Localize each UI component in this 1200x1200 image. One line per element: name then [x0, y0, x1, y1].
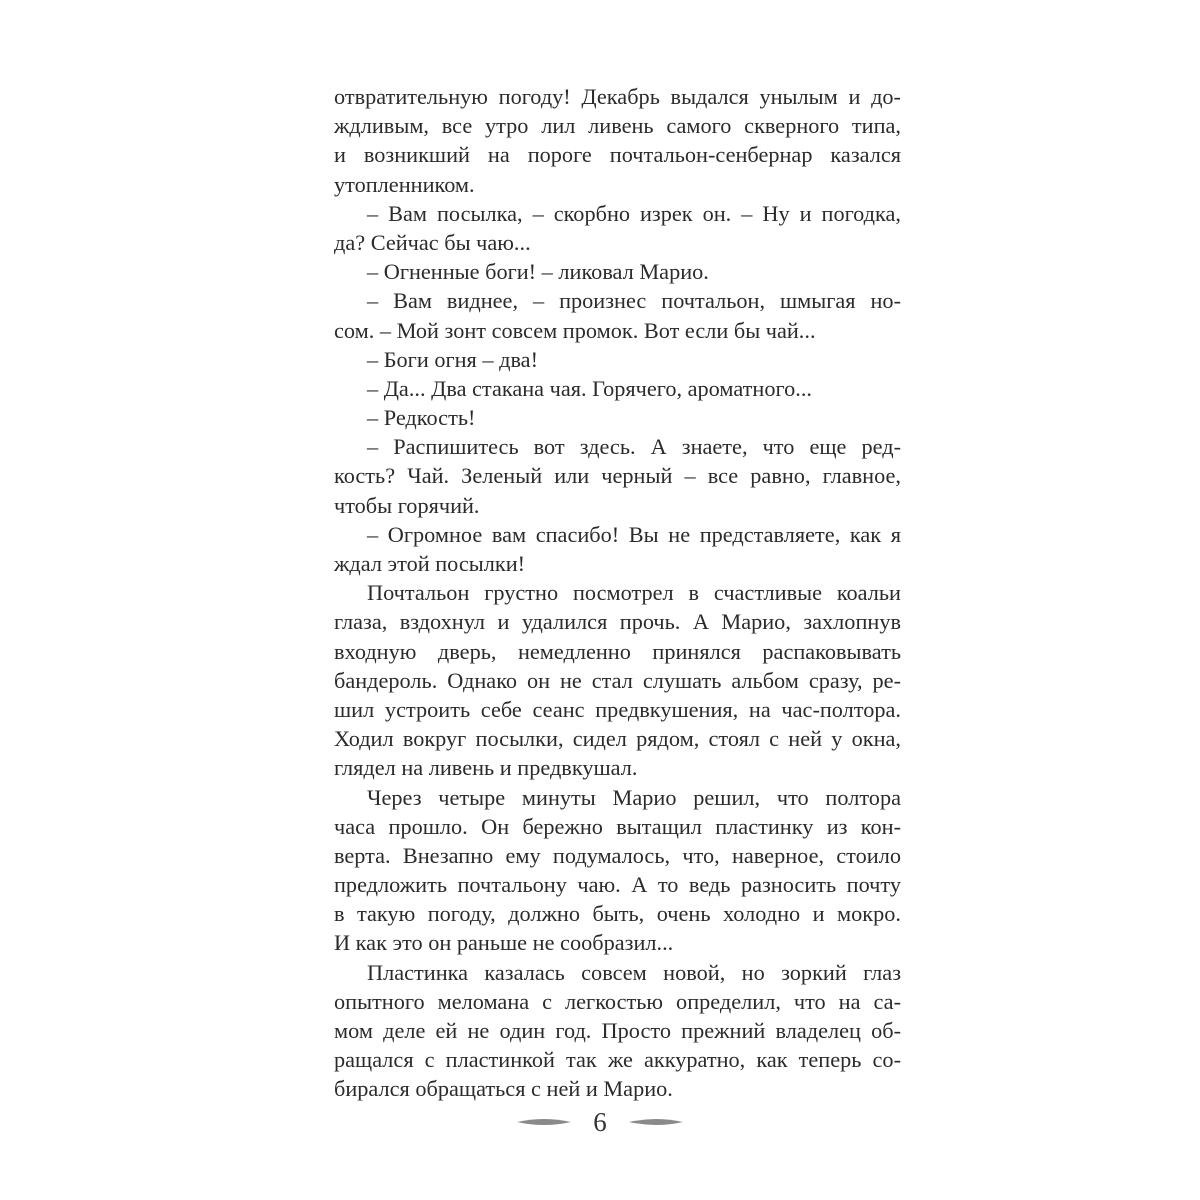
text-line: глаза, вздохнул и удалился прочь. А Марио, захлопнув [334, 609, 901, 635]
text-line: Пластинка казалась совсем новой, но зоркий глаз [367, 959, 901, 985]
text-line: верта. Внезапно ему подумалось, что, наверное, стоило [334, 842, 901, 868]
text-line: чтобы горячий. [334, 492, 480, 518]
text-line: утопленником. [334, 171, 475, 197]
text-line: бирался обращаться с ней и Марио. [334, 1076, 673, 1102]
text-line: да? Сейчас бы чаю... [334, 229, 531, 255]
text-line: и возникший на пороге почтальон-сенбернар казался [334, 142, 901, 168]
text-line: – Да... Два стакана чая. Горячего, ароматного... [367, 375, 812, 401]
text-line: мом деле ей не один год. Просто прежний владелец об- [334, 1018, 901, 1043]
text-line: – Вам посылка, – скорбно изрек он. – Ну и погодка, [367, 200, 901, 226]
text-line: – Огненные боги! – ликовал Марио. [367, 259, 709, 285]
text-line: часа прошло. Он бережно вытащил пластинку из кон- [334, 813, 901, 839]
text-line: ращался с пластинкой так же аккуратно, как теперь со- [334, 1047, 901, 1073]
text-line: предложить почтальону чаю. А то ведь разносить почту [334, 872, 901, 898]
text-line: – Редкость! [367, 405, 476, 431]
text-line: – Огромное вам спасибо! Вы не представляете, как я [367, 521, 901, 547]
text-line: отвратительную погоду! Декабрь выдался унылым и до- [334, 84, 901, 109]
text-line: глядел на ливень и предвкушал. [334, 755, 638, 781]
body-text [334, 82, 901, 1104]
page-number: 6 [593, 1107, 607, 1137]
text-line: – Распишитесь вот здесь. А знаете, что еще ред- [367, 434, 901, 460]
text-line: сом. – Мой зонт совсем промок. Вот если бы чай... [334, 317, 816, 343]
text-line: ждал этой посылки! [334, 551, 526, 576]
diamond-ornament-icon [629, 1117, 683, 1127]
page-footer [0, 1104, 1200, 1140]
text-line: кость? Чай. Зеленый или черный – все равно, главное, [334, 463, 901, 489]
text-line: И как это он раньше не сообразил... [334, 930, 674, 956]
text-line: – Вам виднее, – произнес почтальон, шмыгая но- [367, 288, 901, 314]
text-line: Через четыре минуты Марио решил, что полтора [367, 784, 901, 810]
text-line: бандероль. Однако он не стал слушать альбом сразу, ре- [334, 667, 901, 693]
text-line: в такую погоду, должно быть, очень холодно и мокро. [334, 901, 901, 927]
text-line: ждливым, все утро лил ливень самого скверного типа, [334, 113, 901, 139]
text-line: шил устроить себе сеанс предвкушения, на час-полтора. [334, 696, 901, 722]
text-line: Ходил вокруг посылки, сидел рядом, стоял с ней у окна, [334, 726, 901, 752]
text-line: опытного меломана с легкостью определил, что на са- [334, 988, 901, 1014]
text-line: входную дверь, немедленно принялся распаковывать [334, 638, 901, 664]
text-line: – Боги огня – два! [367, 346, 539, 372]
diamond-ornament-icon [517, 1117, 571, 1127]
text-line: Почтальон грустно посмотрел в счастливые коальи [367, 580, 901, 606]
